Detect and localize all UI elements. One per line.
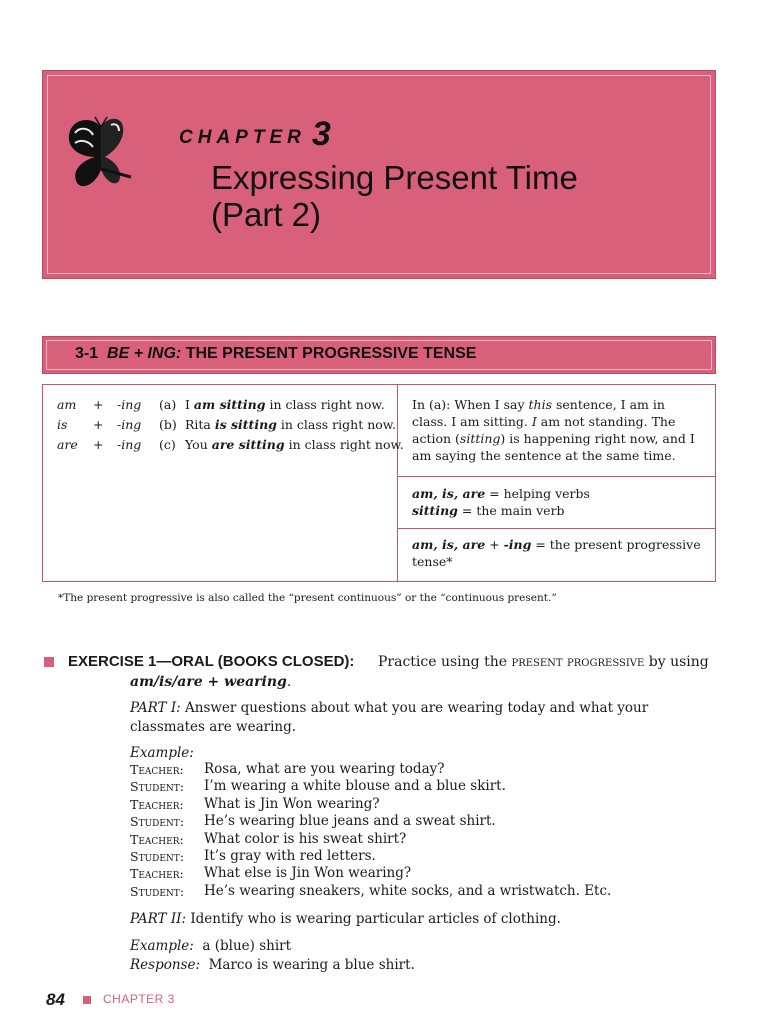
butterfly-icon xyxy=(61,113,141,193)
explanation-note-2: am, is, are = helping verbs sitting = the main verb xyxy=(398,476,715,528)
part-1-instructions: PART I: Answer questions about what you are wearing today and what your classmates are wearing. xyxy=(130,700,649,735)
form-plus: + xyxy=(93,417,104,432)
example-sentence: You are sitting in class right now. xyxy=(185,437,404,452)
chapter-title-line2: (Part 2) xyxy=(211,196,322,233)
exercise-instructions: Practice using the present progressive by using xyxy=(378,654,709,670)
footer-chapter: CHAPTER 3 xyxy=(103,992,175,1006)
form-verb: am xyxy=(57,397,77,412)
explanation-note-3: am, is, are + -ing = the present progressive tense* xyxy=(398,528,715,583)
chapter-label: CHAPTER 3 xyxy=(179,115,331,153)
chapter-title xyxy=(211,159,691,233)
form-ing: -ing xyxy=(117,397,142,412)
example-label: (a) xyxy=(159,397,177,412)
form-plus: + xyxy=(93,397,104,412)
exercise-bullet-icon xyxy=(44,657,54,667)
footer-bullet-icon xyxy=(83,996,91,1004)
form-verb: is xyxy=(57,417,68,432)
section-title xyxy=(75,345,476,363)
form-ing: -ing xyxy=(117,417,142,432)
section-be-ing: BE + ING: xyxy=(107,345,182,362)
example-label: (b) xyxy=(159,417,177,432)
chapter-title-line1: Expressing Present Time xyxy=(211,159,578,196)
form-plus: + xyxy=(93,437,104,452)
form-verb: are xyxy=(57,437,78,452)
page-number: 84 xyxy=(46,990,65,1009)
example-label: Example: xyxy=(130,745,194,761)
example-label: (c) xyxy=(159,437,176,452)
exercise-heading: EXERCISE 1—ORAL (BOOKS CLOSED): xyxy=(68,653,355,670)
chart-explanations xyxy=(398,385,715,581)
section-title-text: THE PRESENT PROGRESSIVE TENSE xyxy=(185,345,477,362)
grammar-chart xyxy=(42,384,716,582)
part-2-instructions: PART II: Identify who is wearing particular articles of clothing. xyxy=(130,911,561,927)
exercise-instructions-cont: am/is/are + wearing. xyxy=(130,674,292,690)
section-number: 3-1 xyxy=(75,345,99,362)
footnote: *The present progressive is also called the “present continuous” or the “continuous present.” xyxy=(58,592,557,604)
example-sentence: Rita is sitting in class right now. xyxy=(185,417,396,432)
chapter-banner xyxy=(42,70,716,279)
form-ing: -ing xyxy=(117,437,142,452)
section-heading-bar xyxy=(42,336,716,374)
chapter-number: 3 xyxy=(311,115,331,153)
explanation-note-1: In (a): When I say this sentence, I am in class. I am sitting. I am not standing. The action (sitting) is happening right now, and I am saying the sentence at the same time. xyxy=(412,397,695,463)
example-2: Example: a (blue) shirt xyxy=(130,938,292,954)
chart-examples xyxy=(43,385,404,581)
example-sentence: I am sitting in class right now. xyxy=(185,397,385,412)
response-2: Response: Marco is wearing a blue shirt. xyxy=(130,957,415,973)
